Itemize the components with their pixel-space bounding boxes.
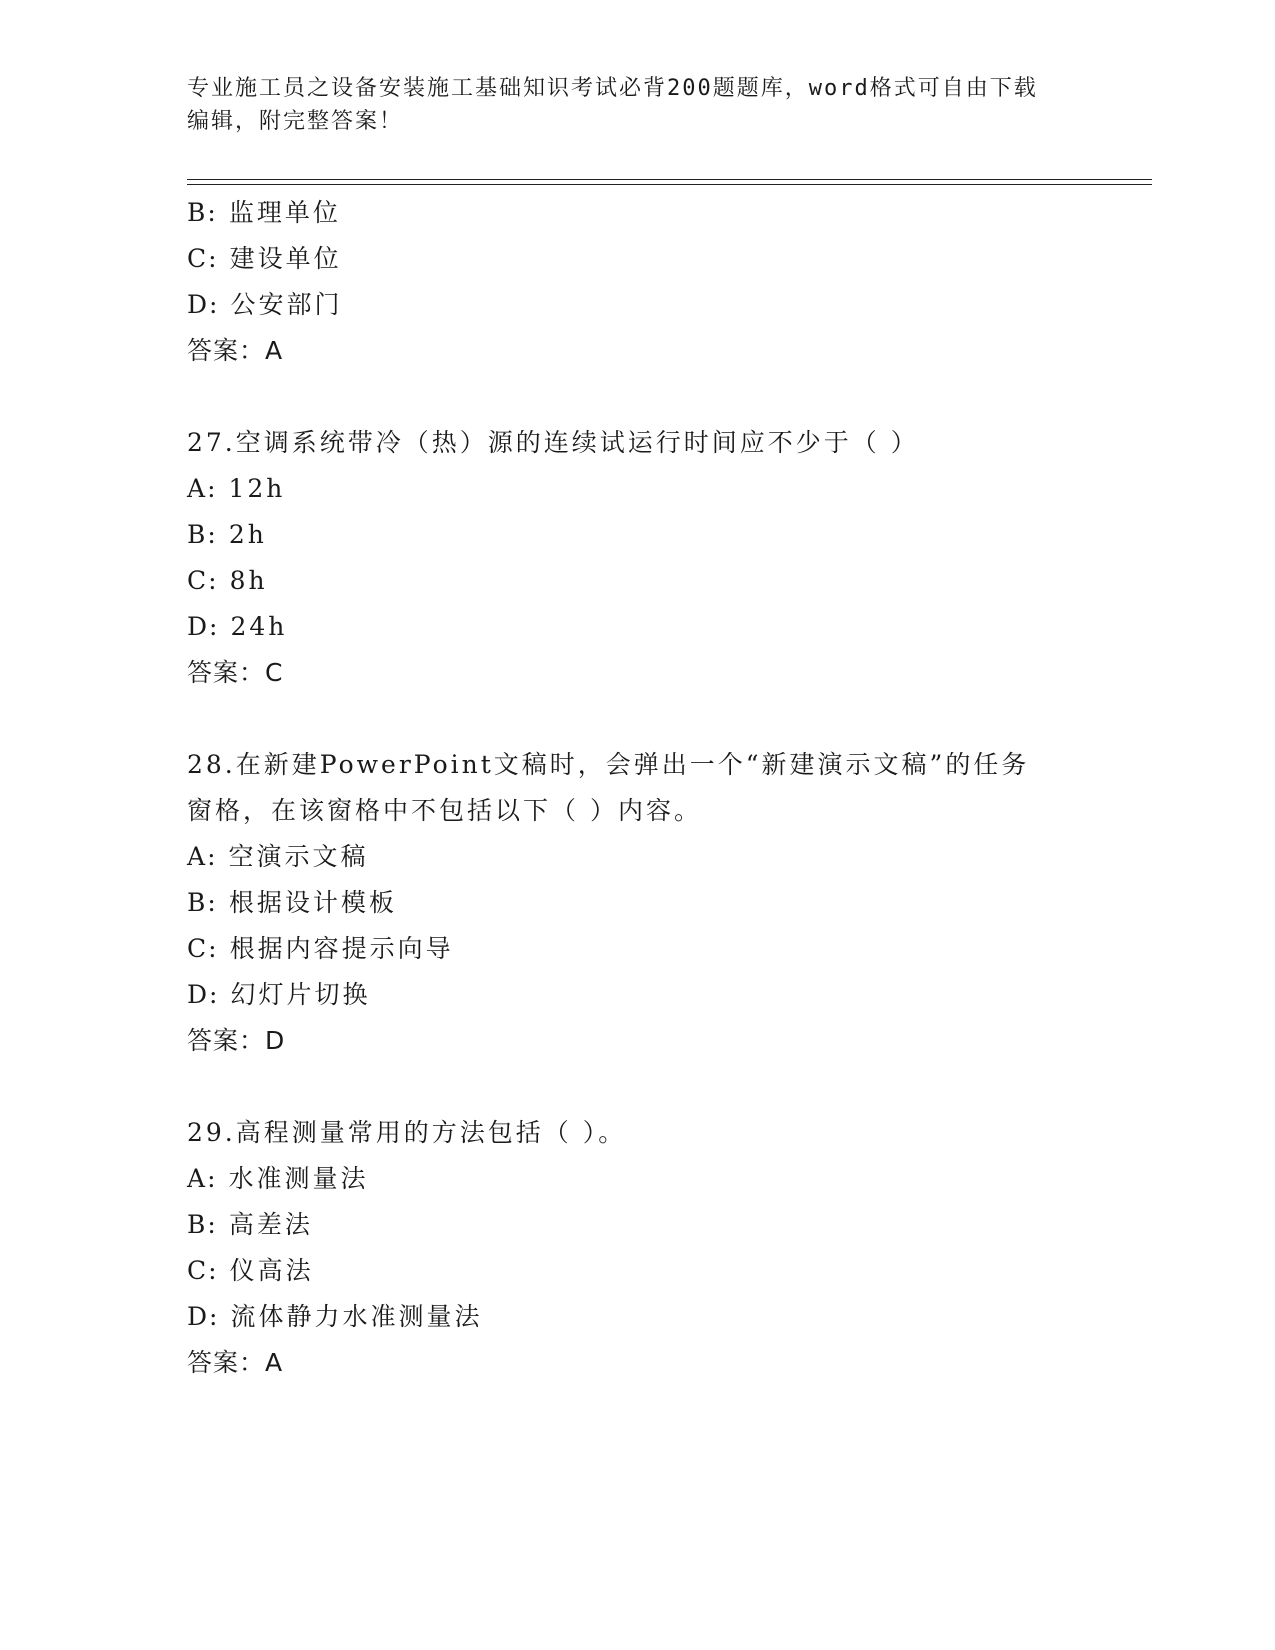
option-b: B: 高差法: [187, 1210, 313, 1239]
document-header: [187, 72, 1067, 138]
question-content: [187, 190, 1147, 1386]
question-stem: 29.高程测量常用的方法包括（ ）。: [187, 1118, 627, 1147]
question-27: [187, 420, 1147, 696]
option-d: D: 24h: [187, 612, 288, 641]
option-c: C: 仪高法: [187, 1256, 314, 1285]
question-stem: 27.空调系统带冷（热）源的连续试运行时间应不少于（ ）: [187, 428, 919, 457]
answer-line: 答案：A: [187, 336, 284, 365]
question-29: [187, 1110, 1147, 1386]
option-d: D: 流体静力水准测量法: [187, 1302, 483, 1331]
question-stem-continued: 窗格，在该窗格中不包括以下（ ）内容。: [187, 796, 702, 825]
option-c: C: 根据内容提示向导: [187, 934, 454, 963]
question-28: [187, 742, 1147, 1064]
header-rule-top: [187, 179, 1152, 180]
option-d: D: 公安部门: [187, 290, 343, 319]
answer-line: 答案：C: [187, 658, 284, 687]
option-c: C: 8h: [187, 566, 268, 595]
header-rule-bottom: [187, 184, 1152, 185]
option-b: B: 监理单位: [187, 198, 341, 227]
answer-line: 答案：A: [187, 1348, 284, 1377]
question-stem: 28.在新建PowerPoint文稿时，会弹出一个“新建演示文稿”的任务: [187, 750, 1030, 779]
header-line-1: 专业施工员之设备安装施工基础知识考试必背200题题库，word格式可自由下载: [187, 76, 1038, 101]
option-a: A: 12h: [187, 474, 286, 503]
option-b: B: 根据设计模板: [187, 888, 397, 917]
option-b: B: 2h: [187, 520, 267, 549]
option-c: C: 建设单位: [187, 244, 342, 273]
partial-question: [187, 190, 1147, 374]
option-a: A: 空演示文稿: [187, 842, 369, 871]
answer-line: 答案：D: [187, 1026, 286, 1055]
option-a: A: 水准测量法: [187, 1164, 369, 1193]
header-line-2: 编辑，附完整答案！: [187, 109, 404, 134]
option-d: D: 幻灯片切换: [187, 980, 371, 1009]
